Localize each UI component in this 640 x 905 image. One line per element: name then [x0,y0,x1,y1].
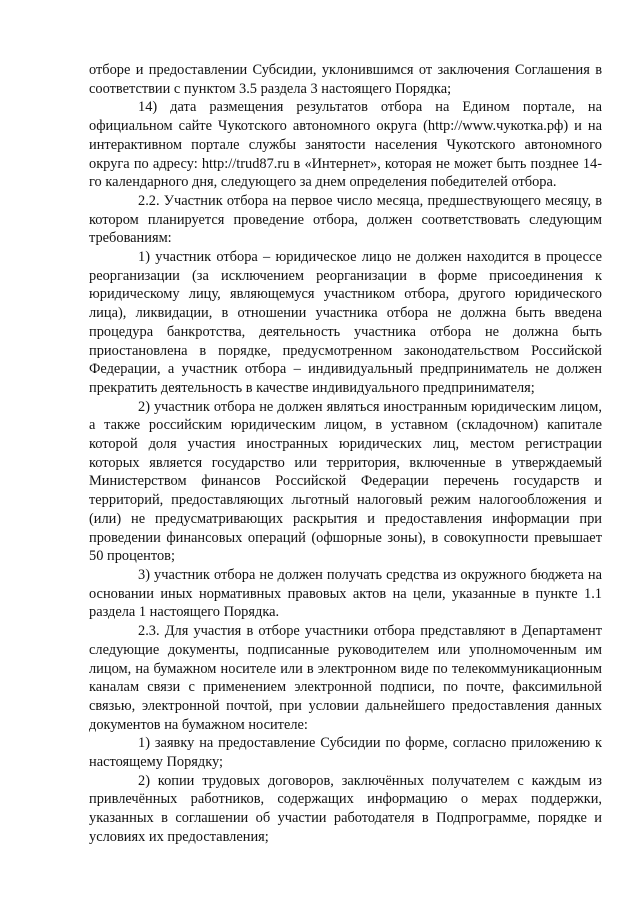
paragraph-continuation: отборе и предоставлении Субсидии, уклонившимся от заключения Соглашения в соответствии с пунктом 3.5 раздела 3 настоящего Порядка; [89,62,602,97]
paragraph-document-2: 2) копии трудовых договоров, заключённых получателем с каждым из привлечённых работников, содержащих информацию о мерах поддержки, указанных в соглашении об участии работодателя в Подпрограмме, порядке и условиях их предоставления; [89,772,602,845]
paragraph-section-2-3: 2.3. Для участия в отборе участники отбора представляют в Департамент следующие документы, подписанные руководителем или уполномоченным им лицом, на бумажном носителе или в электронном виде по телекоммуникационным каналам связи с применением электронной подписи, по почте, факсимильной связью, электронной почтой, при условии дальнейшего предоставления данных документов на бумажном носителе: [89,623,602,733]
paragraph-item-14: 14) дата размещения результатов отбора на Едином портале, на официальном сайте Чукотского автономного округа (http://www.чукотка.рф) и на интерактивном портале службы занятости населения Чукотского автономного округа по адресу: http://trud87.ru в «Интернет», которая не может быть позднее 14-го календарного дня, следующего за днем определения победителей отбора. [89,99,602,191]
paragraph-requirement-2: 2) участник отбора не должен являться иностранным юридическим лицом, а также российским юридическим лицом, в уставном (складочном) капитале которой доля участия иностранных юридических лиц, местом регистрации которых является государство или территория, включенные в утверждаемый Министерством финансов Российской Федерации перечень государств и территорий, предоставляющих льготный налоговый режим налогообложения и (или) не предусматривающих раскрытия и предоставления информации при проведении финансовых операций (офшорные зоны), в совокупности превышает 50 процентов; [89,398,602,565]
document-body [89,61,602,847]
paragraph-document-1: 1) заявку на предоставление Субсидии по форме, согласно приложению к настоящему Порядку; [89,735,602,771]
paragraph-requirement-3: 3) участник отбора не должен получать средства из окружного бюджета на основании иных нормативных правовых актов на цели, указанные в пункте 1.1 раздела 1 настоящего Порядка. [89,566,602,621]
paragraph-section-2-2: 2.2. Участник отбора на первое число месяца, предшествующего месяцу, в котором планируется проведение отбора, должен соответствовать следующим требованиям: [89,192,602,247]
paragraph-requirement-1: 1) участник отбора – юридическое лицо не должен находится в процессе реорганизации (за исключением реорганизации в форме присоединения к юридическому лицу, являющемуся участником отбора, другого юридического лица), ликвидации, в отношении участника отбора не должна быть введена процедура банкротства, деятельность участника отбора не должна быть приостановлена в порядке, предусмотренном законодательством Российской Федерации, а участник отбора – индивидуальный предприниматель не должен прекратить деятельность в качестве индивидуального предпринимателя; [89,249,602,396]
